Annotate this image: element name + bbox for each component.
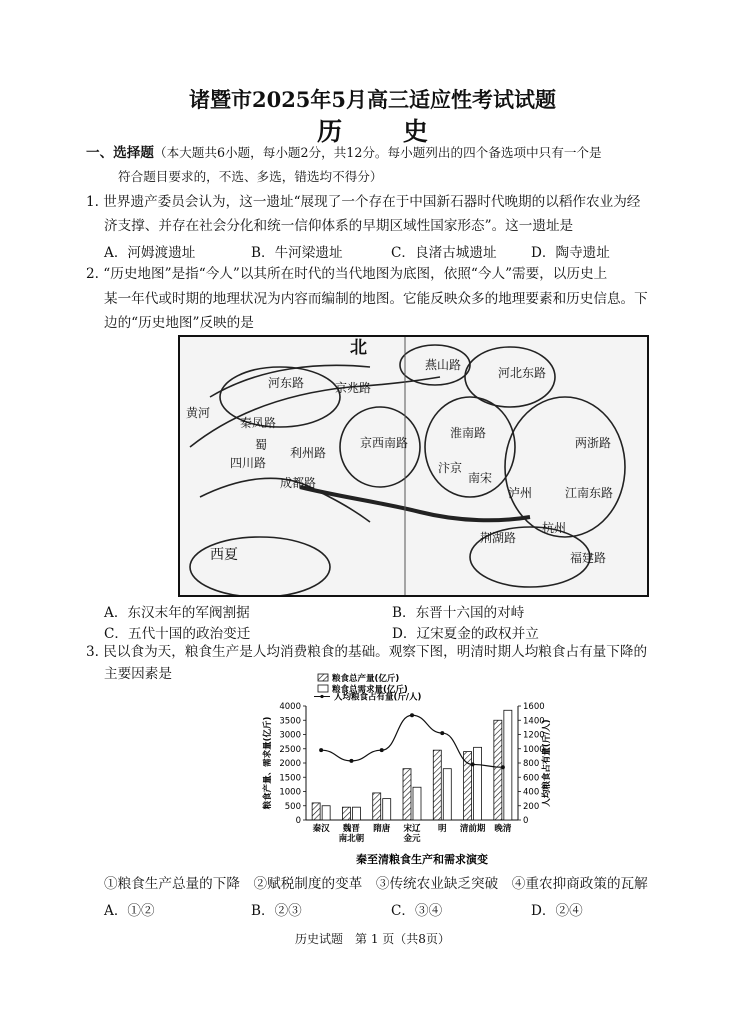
- y-tick-label: 3000: [279, 730, 301, 741]
- y2-tick-label: 1400: [523, 716, 545, 727]
- map-label: 成都路: [280, 476, 317, 490]
- q3-option-d: D．②④: [531, 903, 583, 919]
- map-label: 西夏: [210, 547, 238, 563]
- q3-stem-2: 主要因素是: [104, 666, 172, 682]
- map-label: 利州路: [290, 446, 327, 460]
- bar-demand: [443, 769, 451, 820]
- map-label: 秦凤路: [240, 416, 277, 430]
- region-outline: [190, 537, 330, 595]
- y2-tick-label: 200: [523, 801, 540, 812]
- map-label: 蜀: [255, 438, 268, 452]
- y-tick-label: 2000: [279, 759, 301, 769]
- bar-demand: [504, 710, 512, 820]
- q3-option-c: C．③④: [391, 903, 443, 919]
- bar-production: [403, 769, 411, 820]
- y-tick-label: 0: [295, 816, 301, 826]
- x-tick-label: 隋唐: [373, 824, 391, 834]
- x-tick-label: 明: [438, 824, 447, 834]
- river-line: [300, 486, 533, 520]
- y-tick-label: 4000: [279, 702, 301, 712]
- bar-production: [373, 793, 381, 820]
- map-label: 两浙路: [575, 436, 612, 450]
- per-capita-point: [440, 731, 444, 735]
- grain-chart-svg: [256, 668, 556, 868]
- map-label: 四川路: [230, 456, 267, 470]
- y2-tick-label: 0: [523, 816, 529, 826]
- y2-tick-label: 1600: [523, 702, 545, 712]
- map-label: 京西南路: [360, 436, 409, 450]
- x-tick-label: 魏晋: [342, 824, 360, 834]
- history-map: [178, 335, 649, 597]
- map-label: 京兆路: [335, 381, 372, 395]
- map-label: 荆湖路: [480, 531, 517, 545]
- q3-option-a: A．①②: [104, 903, 155, 919]
- y-tick-label: 2500: [279, 744, 301, 755]
- per-capita-point: [471, 762, 475, 766]
- map-label: 汴京: [438, 461, 463, 475]
- y-tick-label: 500: [284, 801, 301, 812]
- per-capita-point: [501, 765, 505, 769]
- y2-axis-title: 人均粮食占有量(斤/人): [542, 719, 552, 807]
- map-label: 杭州: [542, 521, 567, 535]
- per-capita-point: [380, 748, 384, 752]
- q2-stem-2: 某一年代或时期的地理状况为内容而编制的地图。它能反映众多的地理要素和历史信息。下: [104, 291, 648, 307]
- q1-stem-1: 1. 世界遗产委员会认为，这一遗址“展现了一个存在于中国新石器时代晚期的以稻作农业为经: [86, 194, 641, 210]
- history-map-drawing: [180, 337, 647, 595]
- map-label: 江南东路: [565, 486, 614, 500]
- region-outline: [505, 397, 625, 537]
- bar-demand: [474, 747, 482, 820]
- map-label: 南宋: [468, 471, 493, 485]
- grain-chart: [256, 668, 556, 868]
- per-capita-point: [319, 748, 323, 752]
- q1-option-c: C．良渚古城遗址: [391, 245, 497, 261]
- y2-tick-label: 1200: [523, 730, 545, 741]
- bar-production: [464, 752, 472, 820]
- q3-stem-1: 3. 民以食为天，粮食生产是人均消费粮食的基础。观察下图，明清时期人均粮食占有量下降的: [86, 644, 648, 660]
- bar-production: [494, 720, 502, 820]
- chart-title: 秦至清粮食生产和需求演变: [356, 853, 488, 866]
- map-label: 燕山路: [425, 358, 462, 372]
- x-tick-label: 清前期: [459, 824, 486, 834]
- q2-stem-1: 2. “历史地图”是指“今人”以其所在时代的当代地图为底图，依照“今人”需要，以历史上: [86, 266, 608, 282]
- section-heading: 一、选择题: [86, 145, 154, 161]
- x-tick-label: 宋辽: [403, 824, 421, 834]
- page-title: 诸暨市2025年5月高三适应性考试试题: [188, 87, 557, 112]
- map-label: 淮南路: [450, 426, 487, 440]
- bar-production: [312, 803, 320, 820]
- page-footer: 历史试题 第 1 页（共8页）: [295, 932, 450, 946]
- legend-label: 粮食总产量(亿斤): [332, 674, 400, 684]
- legend-marker: [320, 695, 323, 698]
- section-instruction-1: （本大题共6小题，每小题2分，共12分。每小题列出的四个备选项中只有一个是: [153, 145, 602, 160]
- bar-demand: [383, 799, 391, 820]
- per-capita-point: [349, 759, 353, 763]
- q1-option-a: A．河姆渡遗址: [104, 245, 196, 261]
- per-capita-point: [410, 713, 414, 717]
- q3-option-b: B．②③: [251, 903, 302, 919]
- section-instructions: [86, 143, 602, 163]
- y-tick-label: 1500: [279, 773, 301, 784]
- q1-stem-2: 济支撑、并存在社会分化和统一信仰体系的早期区域性国家形态”。这一遗址是: [104, 218, 574, 234]
- map-label: 泸州: [508, 486, 533, 500]
- y2-tick-label: 600: [523, 773, 540, 784]
- q1-option-b: B．牛河梁遗址: [251, 245, 343, 261]
- q2-stem-3: 边的“历史地图”反映的是: [104, 315, 254, 331]
- bar-production: [342, 807, 350, 820]
- legend-swatch: [318, 674, 328, 681]
- q3-statements: ①粮食生产总量的下降 ②赋税制度的变革 ③传统农业缺乏突破 ④重农抑商政策的瓦解: [104, 876, 648, 892]
- y-tick-label: 1000: [279, 787, 301, 798]
- bar-demand: [352, 807, 360, 820]
- x-tick-label: 金元: [403, 834, 421, 844]
- bar-demand: [413, 787, 421, 820]
- legend-swatch: [318, 685, 328, 692]
- y2-tick-label: 1000: [523, 744, 545, 755]
- legend-label: 人均粮食占有量(斤/人): [334, 692, 422, 703]
- x-tick-label: 晚清: [494, 824, 512, 834]
- y-tick-label: 3500: [279, 716, 301, 727]
- q2-option-a: A．东汉末年的军阀割据: [104, 605, 250, 621]
- map-label: 河东路: [268, 376, 305, 390]
- subject-title: 历 史: [317, 117, 454, 146]
- q2-option-b: B．东晋十六国的对峙: [392, 605, 525, 621]
- y2-tick-label: 400: [523, 787, 540, 798]
- q2-option-d: D．辽宋夏金的政权并立: [392, 626, 539, 642]
- x-tick-label: 南北朝: [338, 834, 365, 844]
- bar-production: [433, 750, 441, 820]
- bar-demand: [322, 806, 330, 820]
- map-label: 福建路: [570, 551, 607, 565]
- legend-label: 粮食总需求量(亿斤): [332, 685, 408, 695]
- section-instruction-2: 符合题目要求的，不选、多选，错选均不得分）: [118, 169, 383, 184]
- q2-option-c: C．五代十国的政治变迁: [104, 626, 251, 642]
- map-label: 河北东路: [498, 366, 547, 380]
- y2-tick-label: 800: [523, 759, 540, 769]
- q1-option-d: D．陶寺遗址: [531, 245, 610, 261]
- map-north-label: 北: [350, 338, 367, 358]
- x-tick-label: 秦汉: [312, 824, 330, 834]
- map-label: 黄河: [186, 406, 211, 420]
- y-axis-title: 粮食产量、需求量(亿斤): [263, 716, 273, 810]
